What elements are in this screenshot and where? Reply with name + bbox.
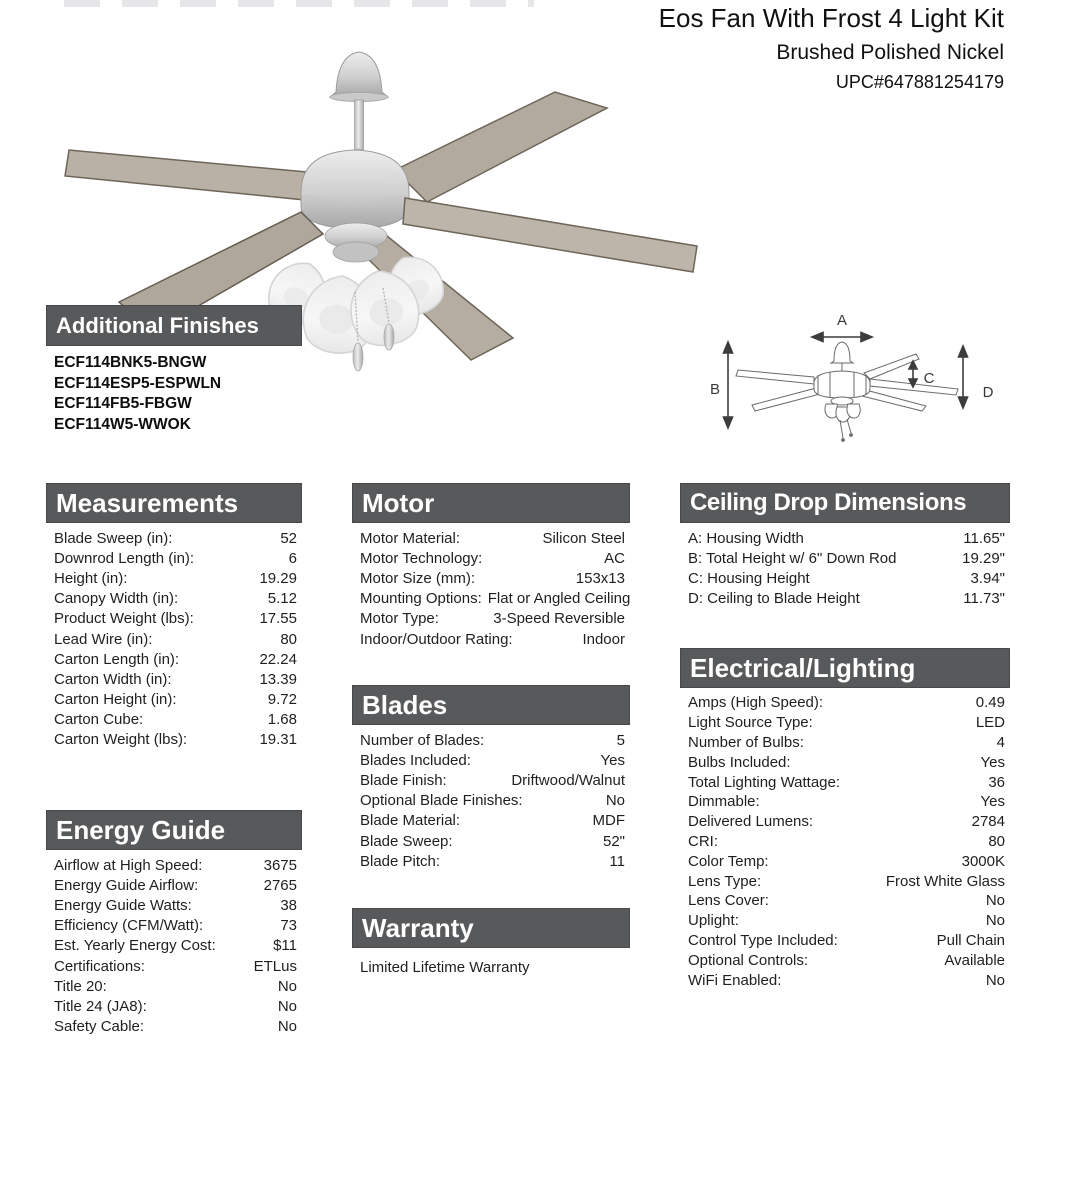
spec-label: Energy Guide Airflow: (54, 876, 199, 894)
section-header (46, 810, 302, 850)
diagram-label-d: D (982, 384, 994, 401)
spec-value: AC (604, 549, 625, 567)
spec-row (680, 950, 1010, 970)
spec-row (46, 669, 302, 689)
pull-chain-finial (384, 324, 394, 350)
spec-row (46, 936, 302, 956)
spec-value: Frost White Glass (885, 872, 1005, 890)
spec-value: 2765 (263, 876, 297, 894)
spec-label: Optional Controls: (688, 951, 809, 969)
section-energy-guide (46, 810, 302, 1037)
spec-value: 9.72 (267, 691, 297, 709)
section-header (46, 483, 302, 523)
section-header (352, 483, 630, 523)
spec-label: Lead Wire (in): (54, 630, 153, 648)
spec-label: Blade Pitch: (360, 852, 441, 870)
spec-row (680, 733, 1010, 753)
spec-row (46, 1017, 302, 1037)
spec-label: Light Source Type: (688, 714, 813, 732)
fan-blade (395, 92, 607, 202)
dimensions-diagram (700, 305, 1010, 460)
spec-label: Motor Material: (360, 529, 461, 547)
spec-value: 11.65" (963, 529, 1005, 547)
spec-label: Title 24 (JA8): (54, 997, 147, 1015)
product-finish: Brushed Polished Nickel (776, 41, 1004, 64)
spec-value: 3000K (961, 852, 1005, 870)
spec-row (352, 568, 630, 588)
section-warranty (352, 908, 630, 976)
spec-value: LED (975, 714, 1005, 732)
spec-value: No (985, 912, 1005, 930)
section-header (352, 908, 630, 948)
section-motor (352, 483, 630, 649)
spec-rows (680, 528, 1010, 609)
diagram-label-a: A (836, 312, 848, 329)
section-blades (352, 685, 630, 871)
diagram-blade (752, 387, 824, 411)
spec-label: Carton Weight (lbs): (54, 731, 188, 749)
spec-row (680, 568, 1010, 588)
spec-value: Pull Chain (936, 931, 1005, 949)
spec-label: Blade Sweep (in): (54, 529, 173, 547)
spec-label: Height (in): (54, 569, 128, 587)
section-header-label: Motor (362, 487, 435, 518)
spec-label: Blades Included: (360, 751, 471, 769)
section-header (352, 685, 630, 725)
spec-row (680, 713, 1010, 733)
section-additional-finishes (46, 305, 302, 435)
spec-label: Downrod Length (in): (54, 549, 195, 567)
spec-value: 80 (988, 832, 1005, 850)
spec-row (352, 831, 630, 851)
fan-blade (403, 198, 697, 272)
spec-value: 3.94" (970, 569, 1005, 587)
spec-row (46, 956, 302, 976)
spec-row (680, 812, 1010, 832)
spec-value: 6 (288, 549, 297, 567)
spec-value: Yes (980, 753, 1005, 771)
spec-row (352, 791, 630, 811)
spec-row (680, 851, 1010, 871)
spec-label: C: Housing Height (688, 569, 810, 587)
spec-value: 19.29" (962, 549, 1005, 567)
section-header-label: Energy Guide (56, 814, 226, 845)
spec-label: Bulbs Included: (688, 753, 791, 771)
spec-value: Yes (600, 751, 625, 769)
spec-label: Motor Technology: (360, 549, 483, 567)
spec-row (46, 609, 302, 629)
spec-label: Product Weight (lbs): (54, 610, 194, 628)
spec-value: 73 (280, 917, 297, 935)
spec-label: Mounting Options: (360, 590, 482, 608)
finish-code: ECF114W5-WWOK (54, 415, 191, 433)
spec-label: Dimmable: (688, 793, 760, 811)
finish-list (46, 353, 302, 435)
spec-value: Silicon Steel (542, 529, 625, 547)
fan-canopy (330, 52, 388, 97)
spec-value: No (277, 1018, 297, 1036)
section-header-label: Blades (362, 689, 448, 720)
spec-value: 5 (616, 731, 625, 749)
spec-row (46, 589, 302, 609)
spec-label: A: Housing Width (688, 529, 804, 547)
spec-row (680, 752, 1010, 772)
spec-label: Number of Blades: (360, 731, 485, 749)
spec-row (680, 792, 1010, 812)
spec-row (680, 589, 1010, 609)
spec-label: Lens Type: (688, 872, 762, 890)
spec-row (680, 832, 1010, 852)
section-header (680, 483, 1010, 523)
spec-rows (46, 528, 302, 750)
spec-label: Color Temp: (688, 852, 769, 870)
spec-label: Efficiency (CFM/Watt): (54, 917, 204, 935)
spec-row (680, 871, 1010, 891)
spec-value: 3675 (263, 856, 297, 874)
spec-value: 22.24 (259, 650, 297, 668)
section-header (680, 648, 1010, 688)
spec-label: CRI: (688, 832, 718, 850)
section-ceiling-drop-dimensions (680, 483, 1010, 609)
spec-value: Driftwood/Walnut (511, 771, 625, 789)
spec-value: 80 (280, 630, 297, 648)
spec-value: Indoor (582, 630, 625, 648)
spec-label: WiFi Enabled: (688, 971, 782, 989)
diagram-label-b: B (709, 381, 721, 398)
spec-label: Energy Guide Watts: (54, 896, 192, 914)
spec-label: Carton Width (in): (54, 670, 172, 688)
section-measurements (46, 483, 302, 750)
spec-rows (46, 855, 302, 1037)
spec-value: 11 (609, 852, 625, 870)
section-header-label: Measurements (56, 487, 239, 518)
spec-row (46, 875, 302, 895)
spec-value: 38 (280, 896, 297, 914)
spec-label: Uplight: (688, 912, 739, 930)
finish-code: ECF114ESP5-ESPWLN (54, 374, 222, 392)
spec-row (46, 855, 302, 875)
spec-value: 19.31 (259, 731, 297, 749)
spec-value: No (277, 977, 297, 995)
spec-label: Title 20: (54, 977, 107, 995)
spec-row (680, 911, 1010, 931)
spec-label: Motor Type: (360, 610, 439, 628)
section-header-label: Electrical/Lighting (690, 652, 916, 683)
spec-rows (352, 528, 630, 649)
spec-label: Carton Cube: (54, 711, 144, 729)
spec-row (680, 693, 1010, 713)
spec-value: 19.29 (259, 569, 297, 587)
fan-blade (65, 150, 307, 200)
spec-value: 0.49 (975, 694, 1005, 712)
spec-row (46, 690, 302, 710)
spec-row (46, 916, 302, 936)
spec-row (352, 730, 630, 750)
spec-value: MDF (592, 812, 625, 830)
spec-label: Airflow at High Speed: (54, 856, 203, 874)
spec-row (352, 548, 630, 568)
spec-label: Carton Length (in): (54, 650, 180, 668)
spec-value: 2784 (971, 813, 1005, 831)
spec-label: Blade Finish: (360, 771, 447, 789)
spec-row (352, 770, 630, 790)
pull-chain-finial (353, 343, 363, 371)
spec-row (46, 996, 302, 1016)
spec-label: Total Lighting Wattage: (688, 773, 841, 791)
spec-value: 153x13 (575, 569, 625, 587)
spec-row (352, 629, 630, 649)
spec-value: No (605, 792, 625, 810)
section-header (46, 305, 302, 346)
spec-row (680, 548, 1010, 568)
spec-row (352, 589, 630, 609)
spec-label: Motor Size (mm): (360, 569, 476, 587)
spec-value: 1.68 (267, 711, 297, 729)
spec-value: 4 (996, 733, 1005, 751)
spec-value: Yes (980, 793, 1005, 811)
spec-label: Canopy Width (in): (54, 590, 179, 608)
spec-row (46, 710, 302, 730)
spec-value: 17.55 (259, 610, 297, 628)
spec-row (352, 750, 630, 770)
spec-label: Carton Height (in): (54, 691, 177, 709)
spec-row (46, 528, 302, 548)
spec-label: Lens Cover: (688, 892, 769, 910)
spec-label: Amps (High Speed): (688, 694, 824, 712)
spec-row (46, 895, 302, 915)
finish-code: ECF114FB5-FBGW (54, 395, 192, 412)
spec-label: Blade Material: (360, 812, 461, 830)
spec-value: $11 (273, 937, 297, 955)
spec-value: ETLus (253, 957, 297, 975)
spec-row (680, 528, 1010, 548)
spec-value: Available (944, 951, 1005, 969)
spec-row (352, 528, 630, 548)
warranty-note: Limited Lifetime Warranty (360, 959, 530, 976)
spec-label: B: Total Height w/ 6" Down Rod (688, 549, 897, 567)
spec-row (46, 568, 302, 588)
spec-value: No (277, 997, 297, 1015)
spec-value: 11.73" (963, 590, 1005, 608)
spec-value: 36 (988, 773, 1005, 791)
spec-value: 52" (602, 832, 625, 850)
finish-code: ECF114BNK5-BNGW (54, 354, 207, 371)
diagram-label-c: C (923, 370, 935, 387)
spec-value: 3-Speed Reversible (493, 610, 625, 628)
section-header-label: Ceiling Drop Dimensions (690, 489, 967, 516)
section-header-label: Additional Finishes (56, 312, 259, 338)
spec-rows (680, 693, 1010, 990)
spec-row (46, 629, 302, 649)
product-upc: UPC#647881254179 (835, 72, 1004, 92)
spec-value: 13.39 (259, 670, 297, 688)
spec-label: Blade Sweep: (360, 832, 453, 850)
spec-label: Safety Cable: (54, 1018, 145, 1036)
spec-row (46, 976, 302, 996)
spec-label: Indoor/Outdoor Rating: (360, 630, 513, 648)
spec-row (680, 772, 1010, 792)
spec-value: 52 (280, 529, 297, 547)
section-electrical-lighting (680, 648, 1010, 990)
spec-row (46, 730, 302, 750)
spec-value: No (985, 971, 1005, 989)
spec-value: Flat or Angled Ceiling (487, 590, 631, 608)
spec-row (352, 811, 630, 831)
diagram-blade (736, 370, 814, 384)
spec-label: Delivered Lumens: (688, 813, 814, 831)
spec-label: Control Type Included: (688, 931, 838, 949)
spec-label: Est. Yearly Energy Cost: (54, 937, 216, 955)
spec-value: 5.12 (267, 590, 297, 608)
spec-row (680, 891, 1010, 911)
spec-label: D: Ceiling to Blade Height (688, 590, 860, 608)
spec-row (680, 970, 1010, 990)
spec-label: Certifications: (54, 957, 145, 975)
spec-label: Optional Blade Finishes: (360, 792, 523, 810)
spec-row (46, 649, 302, 669)
fan-housing (301, 150, 409, 229)
diagram-housing (814, 371, 870, 398)
spec-row (680, 931, 1010, 951)
spec-label: Number of Bulbs: (688, 733, 804, 751)
cropped-logo-artifact (64, 0, 534, 7)
spec-value: No (985, 892, 1005, 910)
product-title: Eos Fan With Frost 4 Light Kit (658, 3, 1004, 33)
spec-row (352, 609, 630, 629)
spec-row (352, 851, 630, 871)
diagram-canopy (831, 342, 853, 363)
spec-row (46, 548, 302, 568)
spec-rows (352, 730, 630, 871)
section-header-label: Warranty (362, 912, 474, 943)
